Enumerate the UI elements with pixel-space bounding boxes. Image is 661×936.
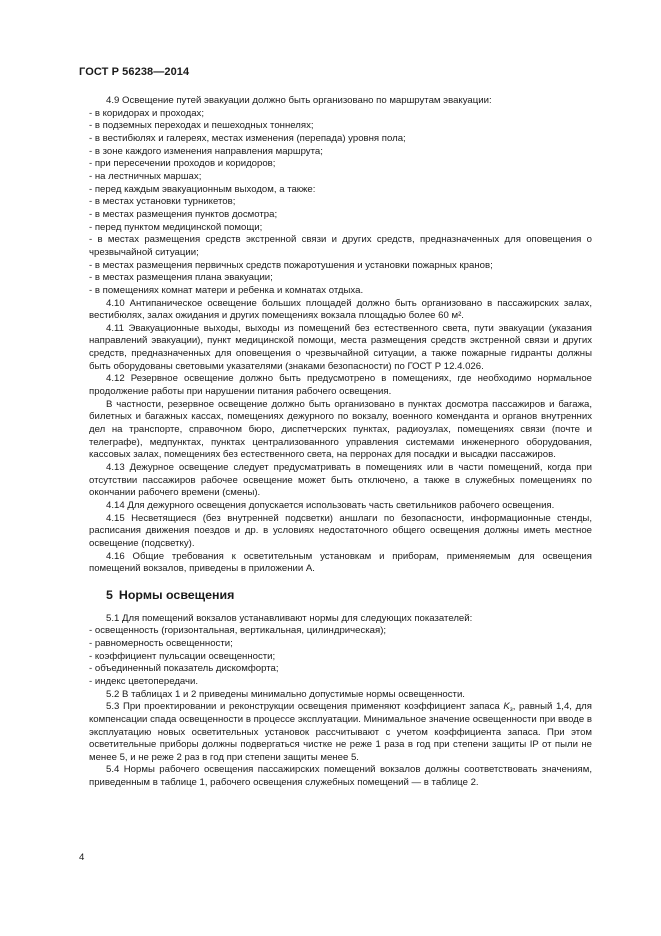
- section-4-body: [89, 95, 592, 576]
- p53-text-after: , равный 1,4, для компенсации спада освещенности в процессе эксплуатации. Минимальное значение освещенности при вводе в эксплуатацию новых осветительных установок рассчитывают с учетом коэффициента запаса. При этом осветительные приборы должны подвергаться чистке не реже 1 раза в год при степени защиты IP от пыли не менее 5, и не реже 2 раз в год при степени защиты менее 5.: [89, 701, 592, 763]
- page-number: 4: [79, 852, 85, 863]
- paragraph: - на лестничных маршах;: [89, 170, 202, 182]
- paragraph: - в местах размещения плана эвакуации;: [89, 272, 273, 284]
- paragraph: - объединенный показатель дискомфорта;: [89, 663, 279, 675]
- paragraph: 4.16 Общие требования к осветительным установкам и приборам, применяемым для освещения помещений вокзалов, приведены в приложении А.: [89, 550, 592, 575]
- paragraph: - в вестибюлях и галереях, местах изменения (перепада) уровня пола;: [89, 132, 406, 144]
- paragraph: 4.12 Резервное освещение должно быть предусмотрено в помещениях, где необходимо нормальное продолжение работы при нарушении питания рабочего освещения.: [89, 373, 592, 398]
- paragraph: 5.2 В таблицах 1 и 2 приведены минимально допустимые нормы освещенности.: [106, 688, 465, 700]
- paragraph: 4.10 Антипаническое освещение больших площадей должно быть организовано в пассажирских залах, вестибюлях, залах ожидания и других помещениях вокзала площадью более 60 м².: [89, 297, 592, 322]
- page-content: [89, 95, 592, 790]
- paragraph: - в местах размещения пунктов досмотра;: [89, 208, 278, 220]
- document-header: ГОСТ Р 56238—2014: [79, 66, 190, 78]
- paragraph: - перед пунктом медицинской помощи;: [89, 221, 263, 233]
- paragraph-5-3: [89, 701, 592, 764]
- paragraph: - в помещениях комнат матери и ребенка и комнатах отдыха.: [89, 284, 364, 296]
- paragraph: - в подземных переходах и пешеходных тоннелях;: [89, 120, 314, 132]
- paragraph: 5.1 Для помещений вокзалов устанавливают нормы для следующих показателей:: [106, 612, 473, 624]
- paragraph: - в местах установки турникетов;: [89, 196, 236, 208]
- paragraph: 4.11 Эвакуационные выходы, выходы из помещений без естественного света, пути эвакуации (указания направлений эвакуации), пункт медицинской помощи, места размещения средств экстренной связи и других средств, предназначенных для оповещения о чрезвычайной ситуации, а также пожарные гидранты должны быть оборудованы световыми указателями (знаками безопасности) по ГОСТ Р 12.4.026.: [89, 322, 592, 372]
- section-title: Нормы освещения: [118, 587, 235, 602]
- paragraph: - при пересечении проходов и коридоров;: [89, 158, 276, 170]
- paragraph: - коэффициент пульсации освещенности;: [89, 650, 276, 662]
- paragraph: - освещенность (горизонтальная, вертикальная, цилиндрическая);: [89, 625, 387, 637]
- paragraph: 4.14 Для дежурного освещения допускается использовать часть светильников рабочего освещения.: [106, 500, 555, 511]
- paragraph: 4.15 Несветящиеся (без внутренней подсветки) аншлаги по безопасности, информационные стенды, расписания движения поездов и др. в условиях недостаточного общего освещения должны иметь местное освещение (подсветку).: [89, 512, 592, 549]
- paragraph: - в местах размещения первичных средств пожаротушения и установки пожарных кранов;: [89, 259, 493, 271]
- paragraph: - в зоне каждого изменения направления маршрута;: [89, 145, 323, 157]
- k-subscript: з: [509, 706, 513, 714]
- section-heading: [106, 589, 592, 602]
- paragraph: 4.9 Освещение путей эвакуации должно быть организовано по маршрутам эвакуации:: [106, 95, 492, 106]
- paragraph: - в коридорах и проходах;: [89, 107, 205, 119]
- paragraph: В частности, резервное освещение должно быть организовано в пунктах досмотра пассажиров и багажа, билетных и багажных кассах, помещениях дежурного по вокзалу, военного коменданта и органов внутренних дел на транспорте, справочном бюро, диспетчерских пунктах, радиоузлах, помещениях связи (почте и телеграфе), медпунктах, пунктах централизованного управления системами инженерного оборудования, кассовых залах, помещениях без естественного света, на перронах для посадки и высадки пассажиров.: [89, 398, 592, 461]
- p53-text-before: 5.3 При проектировании и реконструкции освещения применяют коэффициент запаса: [106, 701, 504, 713]
- paragraph-5-4: 5.4 Нормы рабочего освещения пассажирских помещений вокзалов должны соответствовать значениям, приведенным в таблице 1, рабочего освещения служебных помещений — в таблице 2.: [89, 764, 592, 789]
- section-5-body: [89, 613, 592, 702]
- paragraph: 4.13 Дежурное освещение следует предусматривать в помещениях или в части помещений, когда при отсутствии пассажиров рабочее освещение может быть отключено, а также в служебных помещениях по окончании рабочего времени (смены).: [89, 462, 592, 499]
- k-symbol: K: [503, 701, 510, 713]
- section-number: 5: [106, 587, 113, 602]
- paragraph: - в местах размещения средств экстренной связи и других средств, предназначенных для оповещения о чрезвычайной ситуации;: [89, 234, 592, 258]
- paragraph: - перед каждым эвакуационным выходом, а также:: [89, 183, 316, 195]
- paragraph: - равномерность освещенности;: [89, 637, 233, 649]
- paragraph: - индекс цветопередачи.: [89, 675, 199, 687]
